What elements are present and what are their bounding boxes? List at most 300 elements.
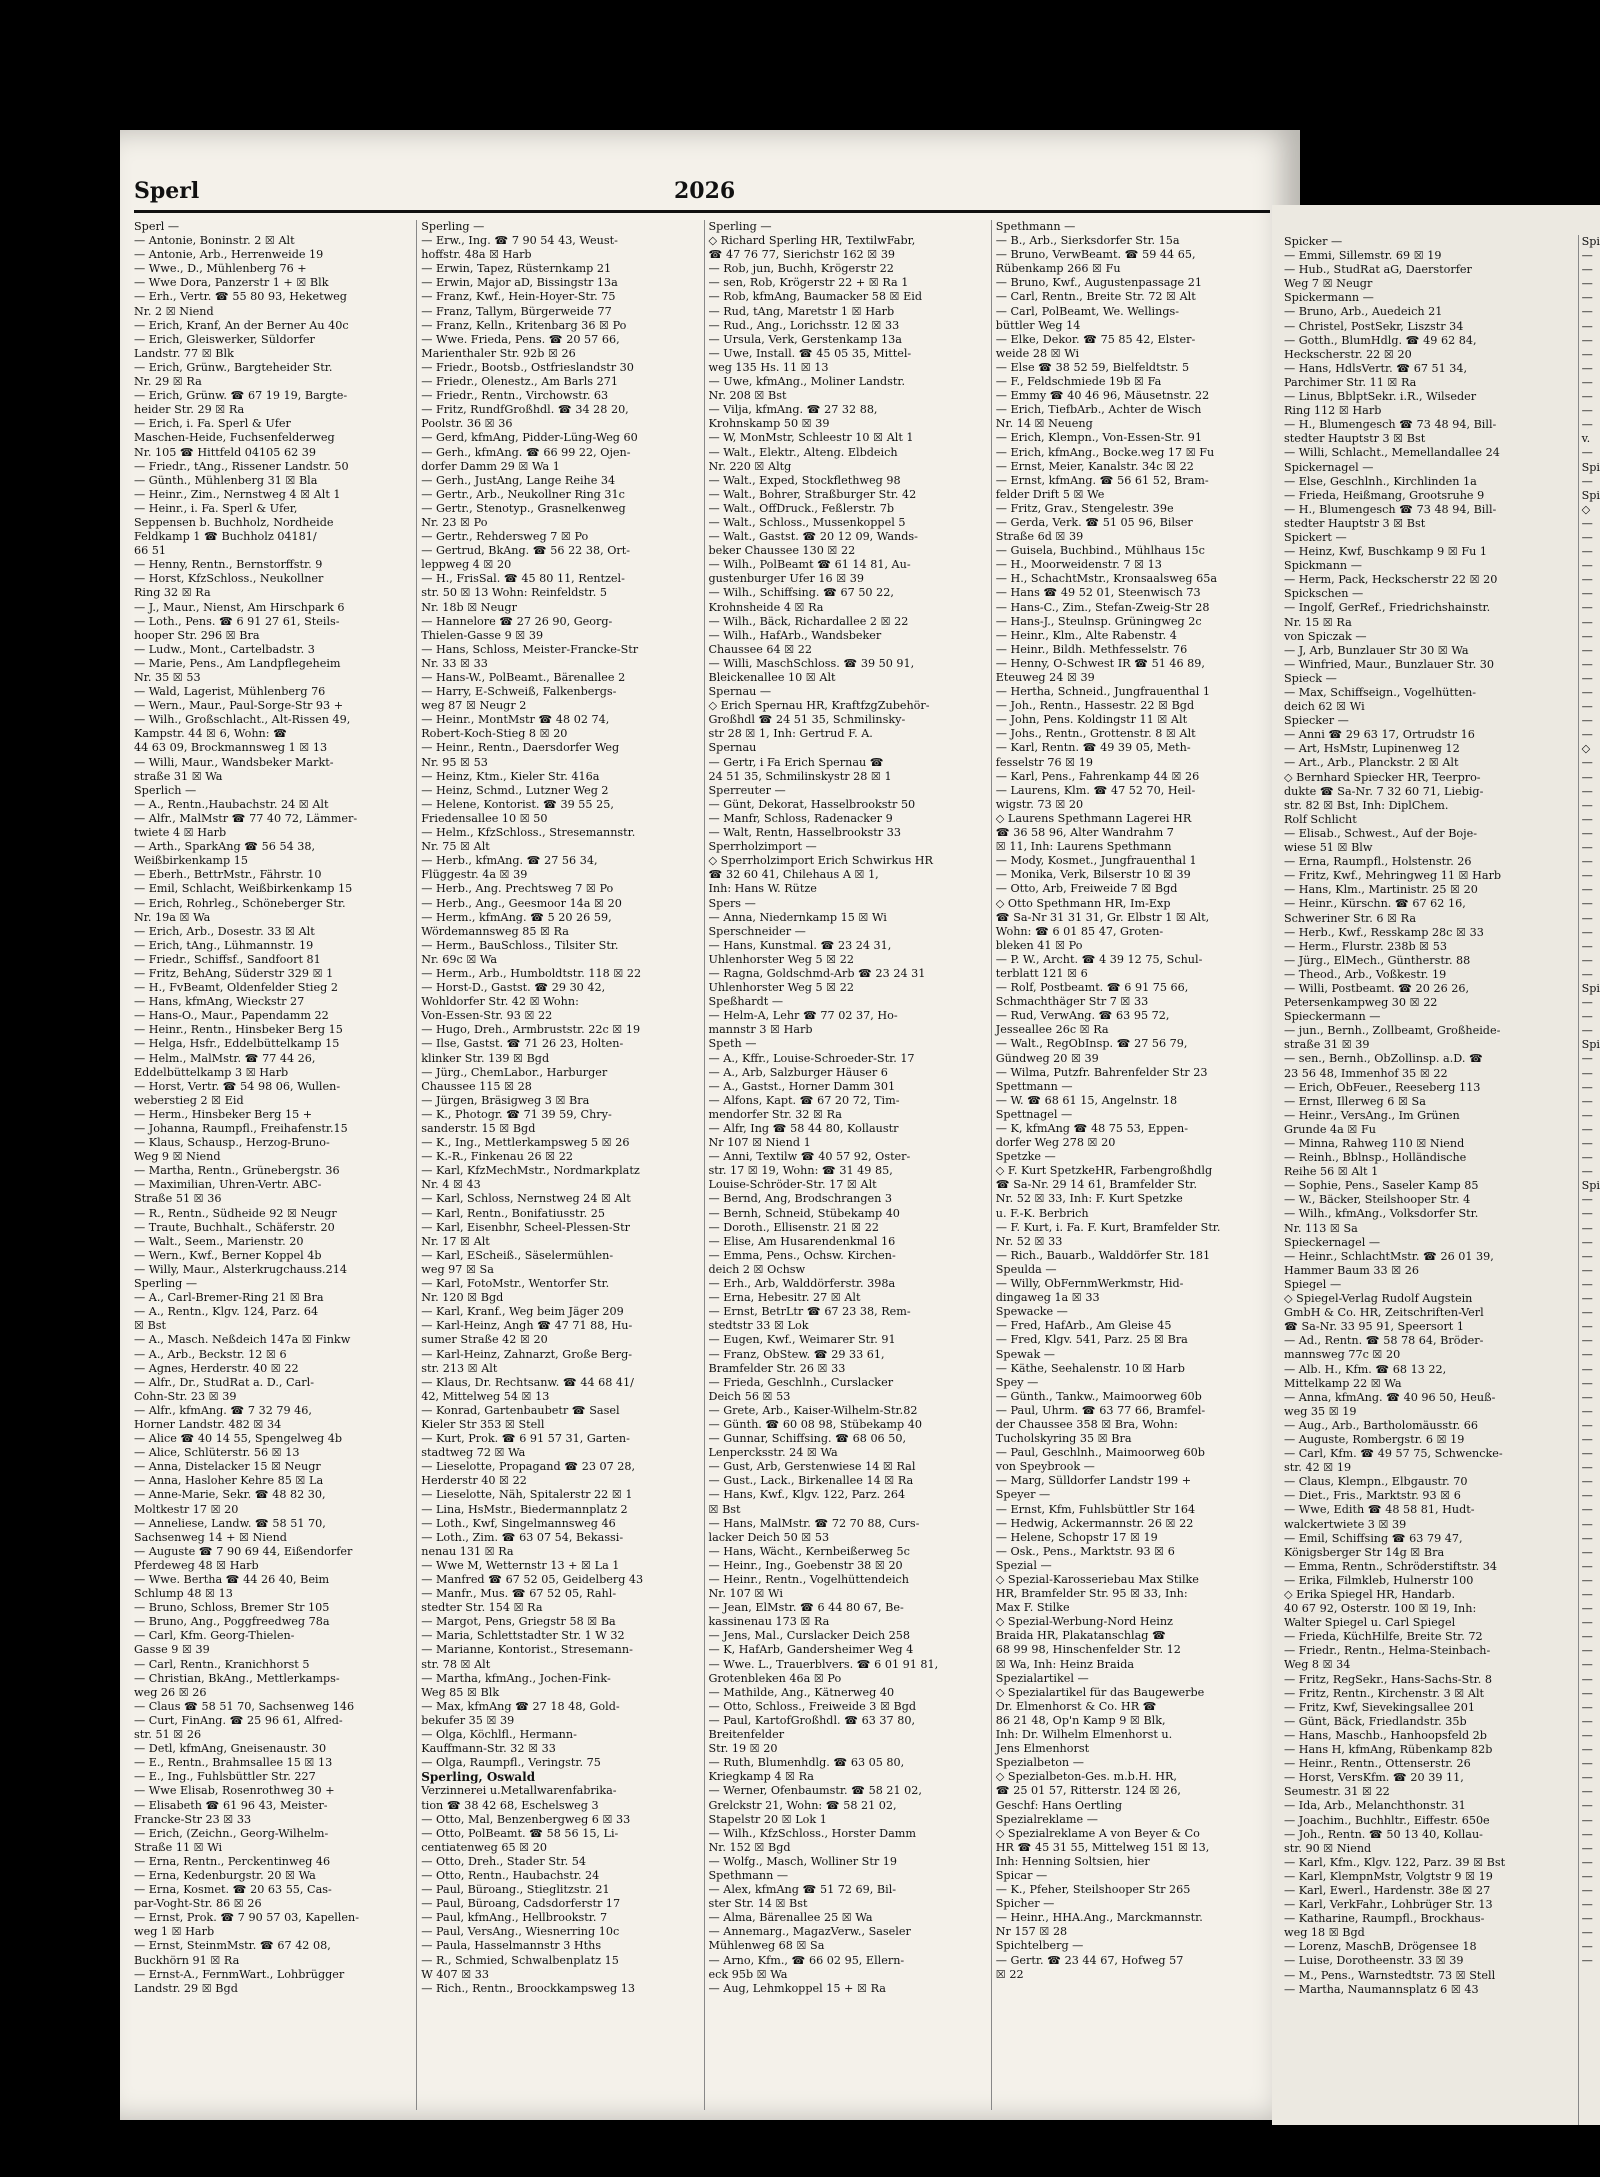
running-head: Sperl [134, 178, 200, 204]
directory-entry-line: — Friedr., Olenestz., Am Barls 271 [421, 375, 618, 389]
directory-entry-line: — [1581, 1714, 1593, 1728]
directory-entry-line: Gündweg 20 ☒ 39 [995, 1051, 1099, 1065]
directory-entry-line: — Fritz, Rentn., Kirchenstr. 3 ☒ Alt [1284, 1686, 1485, 1700]
directory-entry-line: — [1581, 1630, 1593, 1644]
directory-entry-line: — [1581, 714, 1593, 728]
directory-entry-line: — Ad., Rentn. ☎ 58 78 64, Bröder- [1284, 1334, 1484, 1348]
directory-entry-line: — A., Kffr., Louise-Schroeder-Str. 17 [708, 1051, 915, 1065]
directory-entry-line: — Walt., Seem., Marienstr. 20 [134, 1234, 304, 1248]
directory-entry-line: felder Drift 5 ☒ We [995, 487, 1105, 501]
directory-entry-line: — R., Schmied, Schwalbenplatz 15 [421, 1953, 619, 1967]
directory-entry-line: — [1581, 418, 1593, 432]
directory-entry-line: — Emma, Pens., Ochsw. Kirchen- [708, 1248, 896, 1262]
directory-entry-line: — Ingolf, GerRef., Friedrichshainstr. [1284, 601, 1491, 615]
directory-entry-line: — Emil, Schlacht, Weißbirkenkamp 15 [134, 882, 353, 896]
directory-entry-line: Straße 11 ☒ Wi [134, 1840, 223, 1854]
directory-entry-line: — J., Maur., Nienst, Am Hirschpark 6 [134, 600, 345, 614]
directory-entry-line: — Erna, Raumpfl., Holstenstr. 26 [1284, 855, 1472, 869]
directory-entry-line: büttler Weg 14 [995, 318, 1081, 332]
directory-entry-line: — Hans, Maschb., Hanhoopsfeld 2b [1284, 1728, 1487, 1742]
directory-entry-line: — Jens, Mal., Curslacker Deich 258 [708, 1629, 911, 1643]
directory-entry-line: — [1581, 474, 1593, 488]
directory-entry-line: kassinenau 173 ☒ Ra [708, 1615, 830, 1629]
directory-entry-line: — [1581, 1616, 1593, 1630]
directory-entry-line: Schlump 48 ☒ 13 [134, 1587, 233, 1601]
directory-entry-line: — Wwe., D., Mühlenberg 76 + [134, 262, 307, 276]
directory-entry-line: — A., Rentn., Klgv. 124, Parz. 64 [134, 1305, 319, 1319]
directory-entry-line: str. 50 ☒ 13 Wohn: Reinfeldstr. 5 [421, 586, 608, 600]
directory-entry-line: — [1581, 1926, 1593, 1940]
header-rule [134, 210, 1270, 213]
directory-entry-line: — Karl, Ewerl., Hardenstr. 38e ☒ 27 [1284, 1883, 1491, 1897]
directory-entry-line: centiatenweg 65 ☒ 20 [421, 1840, 547, 1854]
directory-entry-line: — Gotth., BlumHdlg. ☎ 49 62 84, [1284, 333, 1477, 347]
directory-entry-line: Eteuweg 24 ☒ 39 [995, 671, 1095, 684]
directory-entry-line: — H., Blumengesch ☎ 73 48 94, Bill- [1284, 502, 1497, 516]
directory-entry-line: — [1581, 1531, 1593, 1545]
directory-entry-line: mendorfer Str. 32 ☒ Ra [708, 1107, 842, 1121]
directory-entry-line: — Wald, Lagerist, Mühlenberg 76 [134, 685, 326, 699]
directory-entry-line: — Fred, HafArb., Am Gleise 45 [995, 1319, 1172, 1333]
directory-entry-line: — Emmi, Sillemstr. 69 ☒ 19 [1284, 249, 1442, 263]
directory-entry-line: HR ☎ 45 31 55, Mittelweg 151 ☒ 13, [995, 1840, 1210, 1854]
directory-entry-line: Seppensen b. Buchholz, Nordheide [134, 515, 334, 529]
directory-entry-line: Cohn-Str. 23 ☒ 39 [134, 1389, 237, 1403]
directory-entry-line: — [1581, 629, 1593, 643]
directory-entry-line: — Frieda, Geschlnh., Curslacker [708, 1375, 894, 1389]
directory-entry-line: — Diet., Fris., Marktstr. 93 ☒ 6 [1284, 1489, 1461, 1503]
directory-entry-line: — H., Blumengesch ☎ 73 48 94, Bill- [1284, 418, 1497, 432]
directory-entry-line: ◇ Erika Spiegel HR, Handarb. [1284, 1588, 1456, 1601]
directory-entry-line: — Wwe, Edith ☎ 48 58 81, Hudt- [1284, 1503, 1475, 1517]
directory-entry-line: — Lina, HsMstr., Biedermannplatz 2 [421, 1502, 628, 1516]
directory-entry-line: — Doroth., Ellisenstr. 21 ☒ 22 [708, 1220, 879, 1234]
directory-entry-line: — Käthe, Seehalenstr. 10 ☒ Harb [995, 1361, 1185, 1375]
directory-entry-line: — Karl, KfzMechMstr., Nordmarkplatz [421, 1164, 640, 1178]
directory-entry-line: Poolstr. 36 ☒ 36 [421, 417, 513, 431]
directory-entry-line: Nr. 33 ☒ 33 [421, 656, 488, 670]
directory-entry-line: — Walt, Rentn, Hasselbrookstr 33 [708, 826, 901, 840]
directory-entry-line: Sperreuter — [708, 783, 786, 797]
directory-entry-line: — [1581, 1263, 1593, 1277]
directory-entry-line: — Otto, PolBeamt. ☎ 58 56 15, Li- [421, 1826, 619, 1840]
directory-entry-line: Spettmann — [995, 1079, 1073, 1093]
directory-entry-line: Spickermann — [1284, 291, 1374, 305]
directory-entry-line: — [1581, 897, 1593, 911]
directory-entry-line: Flüggestr. 4a ☒ 39 [421, 868, 528, 882]
directory-entry-line: hoffstr. 48a ☒ Harb [421, 248, 532, 262]
directory-entry-line: — A., Rentn.,Haubachstr. 24 ☒ Alt [134, 797, 329, 811]
directory-entry-line: — [1581, 347, 1593, 361]
directory-entry-line: — Friedr., Schiffsf., Sandfoort 81 [134, 952, 321, 966]
directory-entry-line: — Rud, tAng, Maretstr 1 ☒ Harb [708, 304, 895, 318]
directory-entry-line: — Karl, Rentn., Bonifatiusstr. 25 [421, 1206, 605, 1220]
directory-entry-line: Bramfelder Str. 26 ☒ 33 [708, 1361, 846, 1375]
directory-entry-line: — Bruno, Kwf., Augustenpassage 21 [995, 276, 1202, 290]
directory-entry-line: — [1581, 798, 1593, 812]
directory-page [120, 130, 1300, 2120]
directory-entry-line: — [1581, 1390, 1593, 1404]
directory-entry-line: — Marg, Sülldorfer Landstr 199 + [995, 1474, 1192, 1488]
directory-entry-line: str. 82 ☒ Bst, Inh: DiplChem. [1284, 798, 1449, 812]
directory-entry-line: v. [1581, 432, 1591, 446]
directory-entry-line: — Wilh., Großschlacht., Alt-Rissen 49, [134, 713, 351, 727]
directory-entry-line: — [1581, 1757, 1593, 1771]
directory-entry-line: — Eberh., BettrMstr., Fährstr. 10 [134, 868, 322, 882]
directory-entry-line: Rolf Schlicht [1284, 812, 1357, 826]
directory-entry-line: Nr. 52 ☒ 33, Inh: F. Kurt Spetzke [995, 1192, 1183, 1206]
directory-entry-line: Straße 51 ☒ 36 [134, 1192, 222, 1206]
directory-entry-line: 40 67 92, Osterstr. 100 ☒ 19, Inh: [1284, 1602, 1477, 1616]
directory-entry-line: Spi [1581, 1179, 1600, 1193]
directory-entry-line: weberstieg 2 ☒ Eid [134, 1093, 244, 1107]
directory-entry-line: — Claus, Klempn., Elbgaustr. 70 [1284, 1475, 1468, 1489]
directory-entry-line: Nr. 19a ☒ Wa [134, 910, 211, 924]
directory-entry-line: — Herb., Ang. Prechtsweg 7 ☒ Po [421, 882, 614, 896]
directory-entry-line: — [1581, 1954, 1593, 1968]
directory-entry-line: stadtweg 72 ☒ Wa [421, 1446, 526, 1460]
directory-entry-line: — Gerh., JustAng, Lange Reihe 34 [421, 473, 616, 487]
directory-entry-line: — Loth., Pens. ☎ 6 91 27 61, Steils- [134, 614, 340, 628]
directory-entry-line: — Franz, ObStew. ☎ 29 33 61, [708, 1347, 885, 1361]
directory-entry-line: Maschen-Heide, Fuchsenfelderweg [134, 431, 335, 445]
directory-entry-line: — Horst, VersKfm. ☎ 20 39 11, [1284, 1771, 1464, 1785]
directory-entry-line: — Horst, KfzSchloss., Neukollner [134, 572, 324, 586]
directory-entry-line: — [1581, 530, 1593, 544]
directory-entry-line: — Gerh., kfmAng. ☎ 66 99 22, Ojen- [421, 445, 631, 459]
directory-entry-line: — [1581, 967, 1593, 981]
directory-entry-line: — Wern., Kwf., Berner Koppel 4b [134, 1248, 322, 1262]
directory-entry-line: — [1581, 305, 1593, 319]
directory-entry-line: stedter Hauptstr 3 ☒ Bst [1284, 516, 1426, 530]
directory-entry-line: str. 78 ☒ Alt [421, 1657, 491, 1671]
directory-entry-line: — Jürgen, Bräsigweg 3 ☒ Bra [421, 1093, 590, 1107]
directory-entry-line: — Helm., KfzSchloss., Stresemannstr. [421, 826, 636, 840]
directory-entry-line: — [1581, 1418, 1593, 1432]
directory-entry-line: — Erich, Grünw., Bargteheider Str. [134, 360, 333, 374]
directory-entry-line: — Otto, Rentn., Haubachstr. 24 [421, 1868, 600, 1882]
directory-entry-line: Wördemannsweg 85 ☒ Ra [421, 924, 569, 938]
directory-entry-line: weg 135 Hs. 11 ☒ 13 [708, 360, 829, 374]
directory-entry-line: Spernau — [708, 685, 772, 699]
directory-entry-line: — Gertr. ☎ 23 44 67, Hofweg 57 [995, 1953, 1184, 1967]
directory-entry-line: — [1581, 925, 1593, 939]
directory-entry-line: Kauffmann-Str. 32 ☒ 33 [421, 1742, 556, 1756]
directory-entry-line: — Hertha, Schneid., Jungfrauenthal 1 [995, 685, 1210, 699]
directory-entry-line: — [1581, 1841, 1593, 1855]
directory-entry-line: — Heinr., Rentn., Hinsbeker Berg 15 [134, 1023, 343, 1037]
directory-entry-line: Stapelstr 20 ☒ Lok 1 [708, 1812, 827, 1826]
directory-entry-line: — Ragna, Goldschmd-Arb ☎ 23 24 31 [708, 966, 926, 980]
directory-entry-line: — Gertr., Arb., Neukollner Ring 31c [421, 487, 625, 501]
directory-entry-line: — [1581, 1672, 1593, 1686]
directory-entry-line: — Erich, Gleiswerker, Süldorfer [134, 332, 315, 346]
directory-entry-line: — [1581, 1855, 1593, 1869]
directory-entry-line: Wohldorfer Str. 42 ☒ Wohn: [421, 995, 579, 1009]
directory-entry-line: walckertwiete 3 ☒ 39 [1284, 1517, 1407, 1531]
directory-entry-line: Spernau [708, 741, 757, 755]
directory-entry-line: stedter Str. 154 ☒ Ra [421, 1601, 543, 1615]
directory-entry-line: Nr. 14 ☒ Neueng [995, 417, 1093, 431]
directory-entry-line: Nr. 52 ☒ 33 [995, 1234, 1063, 1248]
directory-entry-line: — Friedr., Bootsb., Ostfrieslandstr 30 [421, 360, 634, 374]
directory-entry-line: — [1581, 375, 1593, 389]
directory-entry-line: 24 51 35, Schmilinskystr 28 ☒ 1 [708, 769, 892, 783]
directory-entry-line: Weg 7 ☒ Neugr [1284, 277, 1373, 291]
directory-entry-line: — Karl, EScheiß., Säselermühlen- [421, 1248, 614, 1262]
directory-entry-line: — Walt., Schloss., Mussenkoppel 5 [708, 515, 906, 529]
directory-entry-line: — Detl, kfmAng, Gneisenaustr. 30 [134, 1742, 327, 1756]
directory-entry-line: — Wwe M, Wetternstr 13 + ☒ La 1 [421, 1558, 620, 1572]
directory-entry-line: — Ida, Arb., Melanchthonstr. 31 [1284, 1799, 1466, 1813]
directory-entry-line: Spickert — [1284, 530, 1347, 544]
directory-entry-line: Spethmann — [708, 1868, 789, 1882]
directory-entry-line: — Auguste, Rombergstr. 6 ☒ 19 [1284, 1432, 1465, 1446]
directory-entry-line: Kieler Str 353 ☒ Stell [421, 1417, 545, 1431]
directory-entry-line: — [1581, 1221, 1593, 1235]
directory-entry-line: — Guisela, Buchbind., Mühlhaus 15c [995, 544, 1205, 558]
directory-entry-line: Moltkestr 17 ☒ 20 [134, 1502, 239, 1516]
directory-entry-line: str. 17 ☒ 19, Wohn: ☎ 31 49 85, [708, 1164, 893, 1178]
directory-entry-line: — Franz, Tallym, Bürgerweide 77 [421, 304, 612, 318]
directory-entry-line: — Paul, kfmAng., Hellbrookstr. 7 [421, 1911, 608, 1925]
directory-entry-line: Uhlenhorster Weg 5 ☒ 22 [708, 981, 855, 995]
directory-entry-line: — [1581, 446, 1593, 460]
directory-entry-line: — [1581, 1122, 1593, 1136]
directory-entry-line: Nr. 23 ☒ Po [421, 515, 488, 529]
directory-entry-line: Spey — [995, 1375, 1039, 1389]
directory-entry-line: — Walt., Elektr., Alteng. Elbdeich [708, 445, 898, 459]
directory-entry-line: — Hans H, kfmAng, Rübenkamp 82b [1284, 1743, 1493, 1757]
directory-entry-line: — Ludw., Mont., Cartelbadstr. 3 [134, 642, 315, 656]
directory-entry-line: ◇ [1581, 502, 1591, 516]
directory-entry-line: Spieckernagel — [1284, 1235, 1381, 1249]
directory-entry-line: bekufer 35 ☒ 39 [421, 1713, 515, 1727]
directory-entry-line: — Ursula, Verk, Gerstenkamp 13a [708, 332, 902, 346]
directory-entry-line: Parchimer Str. 11 ☒ Ra [1284, 375, 1417, 389]
directory-entry-line: — F. Kurt, i. Fa. F. Kurt, Bramfelder Str. [995, 1220, 1221, 1234]
directory-entry-line: — [1581, 1052, 1593, 1066]
directory-entry-line: Königsberger Str 14g ☒ Bra [1284, 1545, 1445, 1559]
directory-entry-line: str. 42 ☒ 19 [1284, 1461, 1352, 1475]
directory-entry-line: — Karl, Schloss, Nernstweg 24 ☒ Alt [421, 1192, 631, 1206]
directory-entry-line: Braida HR, Plakatanschlag ☎ [995, 1629, 1166, 1643]
directory-entry-line: — Herb., Kwf., Resskamp 28c ☒ 33 [1284, 925, 1484, 939]
directory-entry-line: — Erich, TiefbArb., Achter de Wisch [995, 403, 1202, 417]
directory-entry-line: Sperlich — [134, 783, 197, 797]
directory-entry-line: — Horst, Vertr. ☎ 54 98 06, Wullen- [134, 1079, 341, 1093]
directory-entry-line: Inh: Henning Soltsien, hier [995, 1854, 1150, 1868]
directory-entry-line: — [1581, 291, 1593, 305]
directory-entry-line: — Max, Schiffseign., Vogelhütten- [1284, 686, 1477, 699]
directory-entry-line: — Erich, Grünw. ☎ 67 19 19, Bargte- [134, 389, 348, 403]
directory-entry-line: Louise-Schröder-Str. 17 ☒ Alt [708, 1178, 877, 1192]
directory-entry-line: ◇ Spezialreklame A von Beyer & Co [995, 1826, 1200, 1840]
directory-entry-line: — Paul, VersAng., Wiesnerring 10c [421, 1925, 620, 1939]
directory-entry-line: Gasse 9 ☒ 39 [134, 1643, 210, 1657]
directory-entry-line: ☎ Sa-Nr. 29 14 61, Bramfelder Str. [995, 1178, 1198, 1192]
directory-entry-line: — Luise, Dorotheenstr. 33 ☒ 39 [1284, 1954, 1464, 1968]
directory-entry-line: Spieckermann — [1284, 1010, 1381, 1024]
directory-entry-line: wiese 51 ☒ Blw [1284, 841, 1373, 855]
directory-entry-line: Robert-Koch-Stieg 8 ☒ 20 [421, 727, 568, 741]
directory-entry-line: Lenpercksstr. 24 ☒ Wa [708, 1446, 838, 1460]
directory-entry-line: Spezialreklame — [995, 1812, 1098, 1826]
directory-entry-line: — Otto, Dreh., Stader Str. 54 [421, 1854, 586, 1868]
directory-entry-line: — [1581, 1447, 1593, 1461]
directory-entry-line: — Hans-O., Maur., Papendamm 22 [134, 1009, 329, 1023]
directory-entry-line: — Helga, Hsfr., Eddelbüttelkamp 15 [134, 1037, 340, 1051]
directory-entry-line: — [1581, 756, 1593, 770]
directory-entry-line: fesselstr 76 ☒ 19 [995, 755, 1093, 769]
directory-entry-line: Marienthaler Str. 92b ☒ 26 [421, 346, 576, 360]
directory-entry-line: str. 213 ☒ Alt [421, 1361, 498, 1375]
directory-entry-line: Nr 107 ☒ Niend 1 [708, 1136, 811, 1150]
directory-entry-line: — [1581, 319, 1593, 333]
directory-entry-line: Sperling — [708, 220, 772, 233]
directory-entry-line: Weg 85 ☒ Blk [421, 1685, 500, 1699]
directory-entry-line: — [1581, 1686, 1593, 1700]
directory-entry-line: — [1581, 1432, 1593, 1446]
directory-entry-line: Jesseallee 26c ☒ Ra [995, 1023, 1109, 1037]
directory-entry-line: — Erich, Arb., Dosestr. 33 ☒ Alt [134, 924, 315, 938]
directory-entry-line: Spi [1581, 981, 1600, 995]
directory-entry-line: — Ernst, Meier, Kanalstr. 34c ☒ 22 [995, 459, 1194, 473]
page-number: 2026 [674, 178, 736, 204]
directory-entry-line: — Walt., Bohrer, Straßburger Str. 42 [708, 487, 917, 501]
directory-entry-line: — Anneliese, Landw. ☎ 58 51 70, [134, 1516, 326, 1530]
directory-entry-line: Nr. 113 ☒ Sa [1284, 1221, 1358, 1235]
directory-entry-line: sumer Straße 42 ☒ 20 [421, 1333, 548, 1347]
directory-entry-line: eck 95b ☒ Wa [708, 1967, 788, 1981]
directory-entry-line: — K., Pfeher, Steilshooper Str 265 [995, 1883, 1191, 1897]
directory-entry-line: tion ☎ 38 42 68, Eschelsweg 3 [421, 1798, 599, 1812]
directory-entry-line: — Rich., Rentn., Broockkampsweg 13 [421, 1981, 635, 1995]
directory-entry-line: Von-Essen-Str. 93 ☒ 22 [421, 1009, 553, 1023]
directory-entry-line: — A., Arb., Beckstr. 12 ☒ 6 [134, 1347, 287, 1361]
directory-entry-line: dorfer Weg 278 ☒ 20 [995, 1136, 1116, 1150]
directory-entry-line: — Karl, Pens., Fahrenkamp 44 ☒ 26 [995, 769, 1200, 783]
directory-entry-line: — [1581, 1404, 1593, 1418]
directory-entry-line: — Osk., Pens., Marktstr. 93 ☒ 6 [995, 1544, 1175, 1558]
directory-entry-line: — Hans, kfmAng, Wieckstr 27 [134, 995, 305, 1009]
directory-entry-line: — [1581, 1898, 1593, 1912]
directory-entry-line: — Hans, Kwf., Klgv. 122, Parz. 264 [708, 1488, 906, 1502]
directory-entry-line: — Ernst, Illerweg 6 ☒ Sa [1284, 1094, 1426, 1108]
directory-entry-line: — [1581, 1602, 1593, 1616]
directory-entry-line: — Mody, Kosmet., Jungfrauenthal 1 [995, 854, 1197, 868]
directory-entry-line: mannsweg 77c ☒ 20 [1284, 1348, 1401, 1362]
directory-entry-line: Spickschen — [1284, 587, 1364, 601]
directory-entry-line: Spezial — [995, 1558, 1052, 1572]
directory-entry-line: Friedensallee 10 ☒ 50 [421, 811, 548, 825]
directory-entry-line: 42, Mittelweg 54 ☒ 13 [421, 1389, 550, 1403]
directory-entry-line: — Anna, Distelacker 15 ☒ Neugr [134, 1460, 321, 1474]
directory-entry-line: Seumestr. 31 ☒ 22 [1284, 1785, 1390, 1799]
directory-entry-line: — Fritz, RegSekr., Hans-Sachs-Str. 8 [1284, 1672, 1492, 1686]
directory-entry-line: — [1581, 1348, 1593, 1362]
directory-entry-line: Sperrholzimport — [708, 840, 817, 854]
directory-entry-line: — [1581, 1151, 1593, 1165]
directory-entry-line: — Erna, Kosmet. ☎ 20 63 55, Cas- [134, 1883, 332, 1897]
directory-entry-line: Sperling, Oswald [421, 1770, 536, 1785]
directory-entry-line: — Fritz, Kwf, Sievekingsallee 201 [1284, 1700, 1475, 1714]
directory-entry-line: — Jürg., ElMech., Güntherstr. 88 [1284, 953, 1471, 967]
directory-entry-line: — A., Masch. Neßdeich 147a ☒ Finkw [134, 1333, 351, 1347]
directory-entry-line: Straße 6d ☒ 39 [995, 530, 1084, 544]
directory-entry-line: Weißbirkenkamp 15 [134, 854, 248, 868]
directory-entry-line: — H., Moorweidenstr. 7 ☒ 13 [995, 558, 1162, 572]
directory-entry-line: Uhlenhorster Weg 5 ☒ 22 [708, 952, 855, 966]
directory-entry-line: Weg 9 ☒ Niend [134, 1150, 221, 1164]
directory-entry-line: — Elke, Dekor. ☎ 75 85 42, Elster- [995, 332, 1196, 346]
directory-entry-line: — [1581, 1728, 1593, 1742]
directory-entry-line: ◇ Otto Spethmann HR, Im-Exp [995, 896, 1171, 910]
directory-entry-line: nenau 131 ☒ Ra [421, 1544, 514, 1558]
directory-entry-line: — Heinz, Kwf, Buschkamp 9 ☒ Fu 1 [1284, 545, 1488, 559]
directory-entry-line: — Monika, Verk, Bilserstr 10 ☒ 39 [995, 868, 1191, 882]
directory-entry-line: — Wwe. Bertha ☎ 44 26 40, Beim [134, 1573, 330, 1586]
directory-entry-line: — [1581, 1588, 1593, 1601]
directory-entry-line: Kampstr. 44 ☒ 6, Wohn: ☎ [134, 727, 288, 741]
directory-entry-line: — Helm., MalMstr. ☎ 77 44 26, [134, 1051, 316, 1065]
directory-entry-line: — Herb., kfmAng. ☎ 27 56 34, [421, 854, 598, 868]
directory-entry-line: ◇ Spiegel-Verlag Rudolf Augstein [1284, 1292, 1473, 1306]
directory-entry-line: — Agnes, Herderstr. 40 ☒ 22 [134, 1361, 299, 1375]
directory-entry-line: — Hans-C., Zim., Stefan-Zweig-Str 28 [995, 600, 1210, 614]
directory-entry-line: Tucholskyring 35 ☒ Bra [995, 1432, 1132, 1446]
directory-entry-line: — jun., Bernh., Zollbeamt, Großheide- [1284, 1024, 1501, 1038]
directory-entry-line: ☒ 11, Inh: Laurens Spethmann [995, 840, 1172, 854]
directory-entry-line: — Herb., Ang., Geesmoor 14a ☒ 20 [421, 896, 622, 910]
directory-entry-line: — Hans, Wächt., Kernbeißerweg 5c [708, 1544, 910, 1558]
directory-entry-line: — [1581, 953, 1593, 967]
directory-entry-line: — [1581, 1489, 1593, 1503]
directory-entry-line: — H., FrisSal. ☎ 45 80 11, Rentzel- [421, 572, 625, 586]
directory-entry-line: — Heinr., Klm., Alte Rabenstr. 4 [995, 628, 1177, 642]
directory-entry-line: — [1581, 1517, 1593, 1531]
directory-entry-line: Max F. Stilke [995, 1601, 1070, 1615]
directory-entry-line: — Maria, Schlettstadter Str. 1 W 32 [421, 1629, 625, 1643]
directory-entry-line: dorfer Damm 29 ☒ Wa 1 [421, 459, 560, 473]
directory-entry-line: Spi [1581, 460, 1600, 474]
directory-entry-line: — [1581, 573, 1593, 587]
directory-entry-line: — Erich, kfmAng., Bocke.weg 17 ☒ Fu [995, 445, 1215, 459]
directory-entry-line: par-Voght-Str. 86 ☒ 26 [134, 1897, 262, 1911]
directory-entry-line: — [1581, 277, 1593, 291]
directory-entry-line: — Martha, Naumannsplatz 6 ☒ 43 [1284, 1982, 1479, 1996]
column-2 [416, 220, 695, 2110]
directory-entry-line: ◇ Erich Spernau HR, KraftfzgZubehör- [708, 699, 930, 713]
directory-entry-line: Spi [1581, 488, 1600, 502]
directory-entry-line: — [1581, 615, 1593, 629]
directory-entry-line: — Lieselotte, Näh, Spitalerstr 22 ☒ 1 [421, 1488, 633, 1502]
directory-entry-line: — Paul, Büroang, Cadsdorferstr 17 [421, 1897, 621, 1911]
directory-entry-line: Deich 56 ☒ 53 [708, 1389, 791, 1403]
directory-entry-line: ◇ Laurens Spethmann Lagerei HR [995, 811, 1192, 825]
directory-entry-line: — [1581, 1912, 1593, 1926]
directory-entry-line: gustenburger Ufer 16 ☒ 39 [708, 572, 865, 586]
directory-entry-line: — [1581, 911, 1593, 925]
directory-entry-line: Grelckstr 21, Wohn: ☎ 58 21 02, [708, 1798, 897, 1812]
directory-entry-line: — Anna, Niedernkamp 15 ☒ Wi [708, 910, 887, 924]
directory-entry-line: — [1581, 657, 1593, 671]
directory-entry-line: — Emmy ☎ 40 46 96, Mäusetnstr. 22 [995, 389, 1210, 403]
directory-entry-line: — [1581, 841, 1593, 855]
directory-entry-line: Spieck — [1284, 671, 1337, 685]
directory-entry-line: ☎ 36 58 96, Alter Wandrahm 7 [995, 826, 1174, 840]
directory-entry-line: — [1581, 1235, 1593, 1249]
